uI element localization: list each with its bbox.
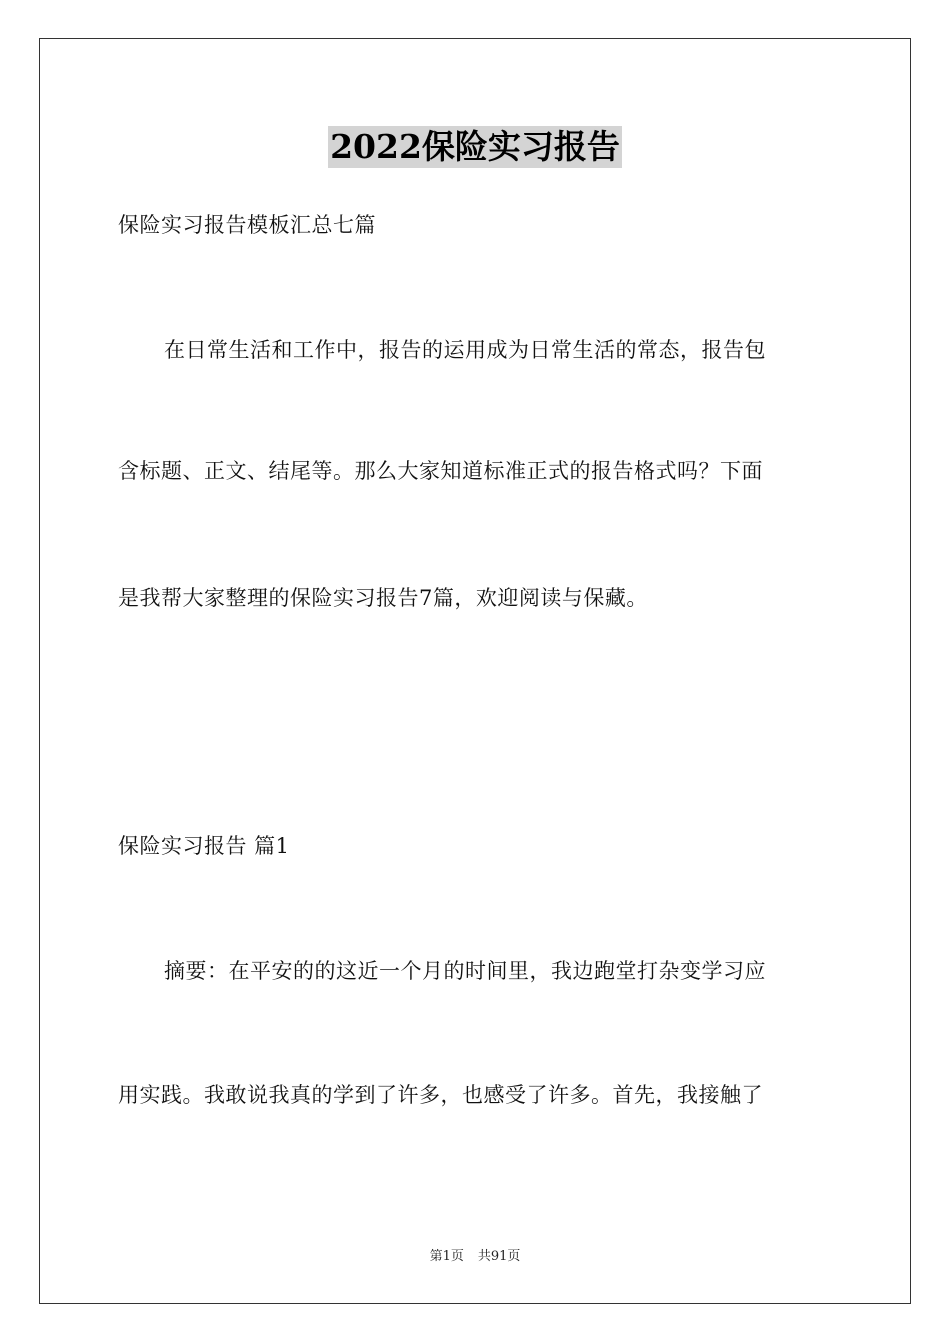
page-number-current: 第1页 [429,1249,464,1264]
document-title: 2022保险实习报告 [330,127,620,166]
intro-line-2: 含标题、正文、结尾等。那么大家知道标准正式的报告格式吗？下面 [118,459,763,483]
abstract-line-1: 摘要：在平安的的这近一个月的时间里，我边跑堂打杂变学习应 [164,959,766,983]
intro-line-1: 在日常生活和工作中，报告的运用成为日常生活的常态，报告包 [164,338,766,362]
page-number-total: 共91页 [477,1249,521,1264]
abstract-line-2: 用实践。我敢说我真的学到了许多，也感受了许多。首先，我接触了 [118,1083,763,1107]
intro-line-3: 是我帮大家整理的保险实习报告7篇，欢迎阅读与保藏。 [118,586,648,610]
section-heading: 保险实习报告 篇1 [118,834,290,858]
page-footer [0,1248,950,1266]
title-container [0,126,950,168]
document-subtitle: 保险实习报告模板汇总七篇 [118,213,376,237]
